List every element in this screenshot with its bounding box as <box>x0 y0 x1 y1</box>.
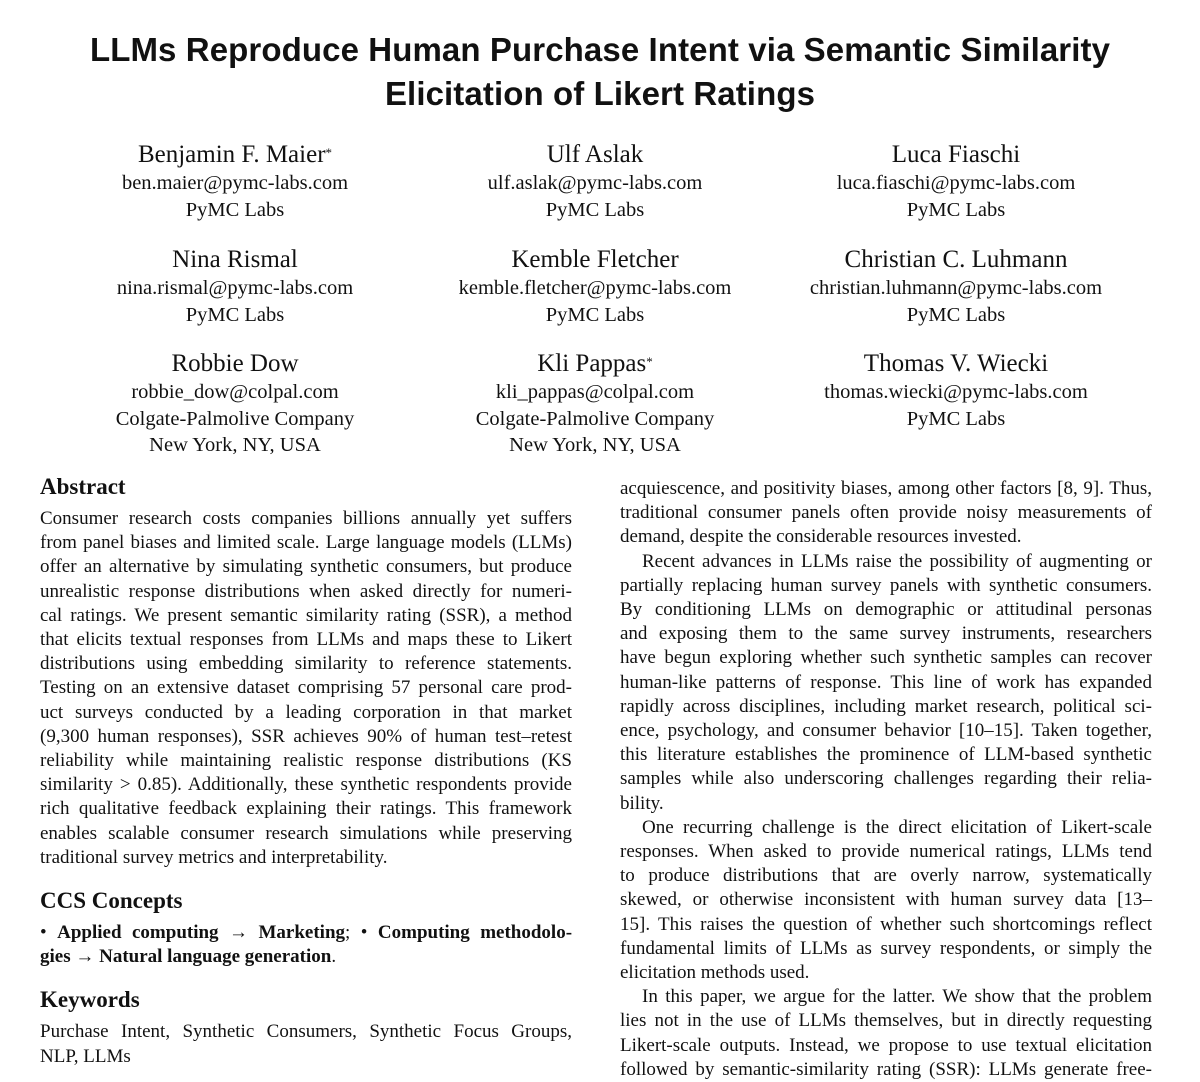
author-name: Luca Fiaschi <box>891 141 1021 168</box>
body-text-line: and exposing them to the same survey instruments, researchers <box>620 623 1152 645</box>
body-text-line: responses. When asked to provide numerical ratings, LLMs tend <box>620 841 1152 863</box>
keywords-line: Purchase Intent, Synthetic Consumers, Synthetic Focus Groups, <box>40 1021 572 1043</box>
body-text-line: demand, despite the considerable resources invested. <box>620 526 1022 548</box>
author-email: ben.maier@pymc-labs.com <box>121 172 349 194</box>
keywords-heading: Keywords <box>40 987 140 1013</box>
author-email: kli_pappas@colpal.com <box>495 381 695 403</box>
keywords-body <box>40 1020 572 1068</box>
bullet: • <box>360 922 368 944</box>
title-line-2: Elicitation of Likert Ratings <box>384 75 816 112</box>
author-name: Benjamin F. Maier* <box>137 141 333 168</box>
author-affiliation: PyMC Labs <box>906 303 1006 326</box>
abstract-line: that elicits textual responses from LLMs and maps these to Likert <box>40 629 572 651</box>
body-text-line: 15]. This raises the question of whether such shortcomings reflect <box>620 913 1152 935</box>
author-email: thomas.wiecki@pymc-labs.com <box>824 381 1088 403</box>
author-email: ulf.aslak@pymc-labs.com <box>487 172 703 194</box>
body-text-line: Likert-scale outputs. Instead, we propose to use textual elicitation <box>620 1034 1152 1056</box>
author-name: Nina Rismal <box>172 246 298 273</box>
abstract-line: unrealistic response distributions when asked directly for numeri- <box>40 580 572 602</box>
abstract-line: Consumer research costs companies billions annually yet suffers <box>40 508 572 529</box>
author-email: christian.luhmann@pymc-labs.com <box>809 277 1103 299</box>
abstract-line: rich qualitative feedback explaining their ratings. This framework <box>40 798 572 820</box>
title-line-1: LLMs Reproduce Human Purchase Intent via Semantic Similarity <box>89 31 1111 68</box>
left-column <box>40 473 572 1069</box>
ccs-line: • Applied computing → Marketing; • Computing methodolo- <box>40 922 573 944</box>
abstract-heading: Abstract <box>40 474 126 499</box>
right-column <box>620 477 1152 1082</box>
author-email: robbie_dow@colpal.com <box>131 381 339 403</box>
author-affiliation: Colgate-Palmolive Company <box>475 407 715 430</box>
ccs-concept: Computing methodolo- <box>377 922 573 944</box>
author-card <box>766 349 1146 432</box>
body-text-line: rapidly across disciplines, including market research, political sci- <box>620 695 1152 717</box>
author-email: kemble.fletcher@pymc-labs.com <box>458 277 732 299</box>
author-email: nina.rismal@pymc-labs.com <box>116 277 354 299</box>
author-affiliation: PyMC Labs <box>545 303 645 326</box>
body-text-line: to produce distributions that are overly narrow, systematically <box>620 865 1152 887</box>
author-affiliation: PyMC Labs <box>906 407 1006 430</box>
author-mark: * <box>646 354 653 369</box>
body-text-line: fundamental limits of LLMs as survey respondents, or simply the <box>620 937 1152 959</box>
body-text-line: partially replacing human survey panels with synthetic consumers. <box>620 574 1152 596</box>
abstract-line: distributions using embedding similarity to reference statements. <box>40 653 572 675</box>
author-name: Ulf Aslak <box>546 141 644 168</box>
body-text-line: By conditioning LLMs on demographic or attitudinal personas <box>620 599 1152 621</box>
author-card <box>405 245 785 328</box>
author-card <box>405 349 785 459</box>
author-name: Kemble Fletcher <box>511 246 679 273</box>
body-text-line: bility. <box>620 792 664 814</box>
body-text-line: acquiescence, and positivity biases, among other factors [8, 9]. Thus, <box>620 478 1152 499</box>
abstract-line: similarity > 0.85). Additionally, these synthetic respondents provide <box>40 774 572 796</box>
author-affiliation: PyMC Labs <box>545 198 645 221</box>
abstract-line: reliability while maintaining realistic response distributions (KS <box>40 750 572 772</box>
keywords-line: NLP, LLMs <box>40 1045 131 1067</box>
author-card <box>45 349 425 459</box>
author-name: Christian C. Luhmann <box>844 246 1068 273</box>
body-text-line: In this paper, we argue for the latter. We show that the problem <box>642 986 1152 1008</box>
body-text-line: Recent advances in LLMs raise the possibility of augmenting or <box>642 550 1152 572</box>
abstract-line: from panel biases and limited scale. Large language models (LLMs) <box>40 532 572 554</box>
bullet: • <box>40 922 47 944</box>
body-text-line: skewed, or otherwise inconsistent with human survey data [13– <box>620 889 1152 911</box>
author-affiliation: PyMC Labs <box>185 303 285 326</box>
ccs-heading: CCS Concepts <box>40 888 183 914</box>
abstract-line: (9,300 human responses), SSR achieves 90% of human test–retest <box>40 725 572 747</box>
abstract-line: enables scalable consumer research simulations while preserving <box>40 822 572 844</box>
author-location: New York, NY, USA <box>149 434 321 456</box>
author-mark: * <box>325 145 333 160</box>
body-text-line: human-like patterns of response. This line of work has expanded <box>620 671 1152 693</box>
body-text-line: this literature establishes the prominence of LLM-based synthetic <box>620 744 1152 766</box>
body-text-line: have begun exploring whether such synthetic samples can recover <box>620 647 1152 669</box>
abstract-line: uct surveys conducted by a leading corporation in that market <box>40 701 572 723</box>
author-affiliation: PyMC Labs <box>906 198 1006 221</box>
author-name: Thomas V. Wiecki <box>863 350 1049 377</box>
ccs-concept: Applied computing → Marketing <box>57 922 346 944</box>
body-text-line: followed by semantic-similarity rating (SSR): LLMs generate free- <box>620 1058 1152 1080</box>
author-affiliation: PyMC Labs <box>185 198 285 221</box>
ccs-body <box>40 921 572 969</box>
paper-title <box>20 28 1180 116</box>
abstract-body <box>40 507 572 870</box>
body-text-line: elicitation methods used. <box>620 962 810 984</box>
author-name: Kli Pappas* <box>537 350 653 377</box>
body-text-line: One recurring challenge is the direct elicitation of Likert-scale <box>642 816 1152 838</box>
abstract-line: offer an alternative by simulating synthetic consumers, but produce <box>40 556 572 578</box>
body-text-line: samples while also underscoring challenges regarding their relia- <box>620 768 1152 790</box>
body-text-line: ence, psychology, and consumer behavior [10–15]. Taken together, <box>620 720 1152 742</box>
author-card <box>45 245 425 328</box>
introduction-body <box>620 477 1152 1082</box>
author-email: luca.fiaschi@pymc-labs.com <box>836 172 1076 194</box>
ccs-line: gies → Natural language generation. <box>40 946 337 968</box>
author-card <box>766 245 1146 328</box>
body-text-line: traditional consumer panels often provide noisy measurements of <box>620 502 1152 524</box>
author-location: New York, NY, USA <box>509 434 681 456</box>
abstract-line: Testing on an extensive dataset comprising 57 personal care prod- <box>40 677 572 699</box>
author-card <box>45 140 425 223</box>
author-card <box>405 140 785 223</box>
ccs-concept: gies → Natural language generation <box>40 946 332 968</box>
author-affiliation: Colgate-Palmolive Company <box>115 407 355 430</box>
abstract-line: traditional survey metrics and interpretability. <box>40 846 388 868</box>
abstract-line: cal ratings. We present semantic similarity rating (SSR), a method <box>40 604 572 626</box>
body-text-line: lies not in the use of LLMs themselves, but in directly requesting <box>620 1010 1152 1032</box>
author-card <box>766 140 1146 223</box>
author-name: Robbie Dow <box>171 350 299 377</box>
